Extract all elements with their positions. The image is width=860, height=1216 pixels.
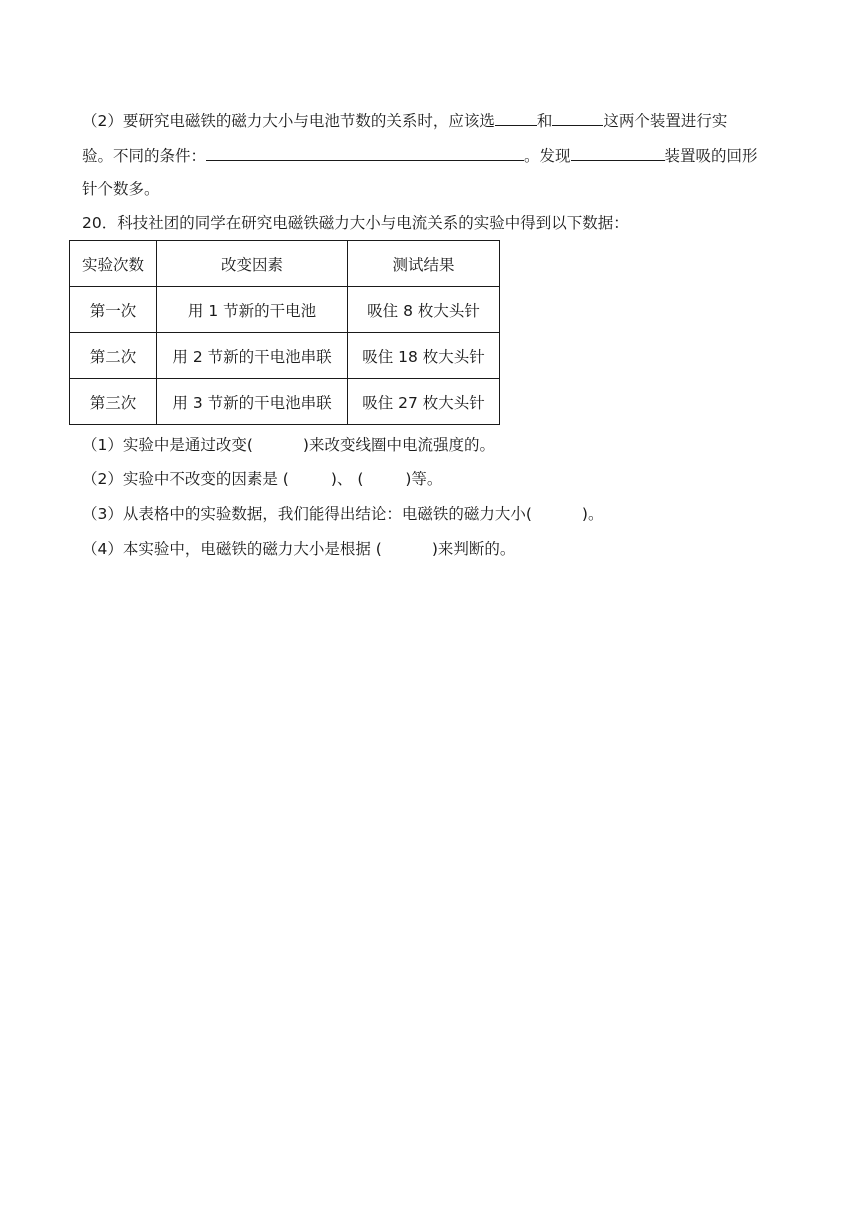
q20-sub2 [82, 468, 442, 490]
q19-part2-text-g: 针个数多。 [82, 180, 160, 198]
q20-sub3 [82, 503, 603, 525]
header-cell-factor: 改变因素 [157, 241, 348, 287]
q20-stem [82, 212, 629, 234]
table-row [70, 333, 500, 379]
table-cell: 吸住 18 枚大头针 [348, 333, 500, 379]
table-cell: 第三次 [70, 379, 157, 425]
q20-sub3-text-b: )。 [581, 505, 604, 523]
q19-part2-text-b: 和 [536, 112, 553, 130]
device-blank-2[interactable] [552, 108, 603, 126]
q20-stem-text: 20．科技社团的同学在研究电磁铁磁力大小与电流关系的实验中得到以下数据： [82, 214, 629, 232]
table-cell: 第二次 [70, 333, 157, 379]
table-cell: 吸住 8 枚大头针 [348, 287, 500, 333]
table-cell: 第一次 [70, 287, 157, 333]
q19-part2-text-d: 验。不同的条件： [82, 147, 207, 165]
table-row [70, 287, 500, 333]
q19-part2-line3 [82, 178, 160, 200]
header-cell-result: 测试结果 [348, 241, 500, 287]
q20-sub4-text-b: )来判断的。 [431, 540, 516, 558]
q20-sub1-text-b: )来改变线圈中电流强度的。 [302, 436, 495, 454]
q19-part2-line1 [82, 108, 727, 132]
header-cell-trial: 实验次数 [70, 241, 157, 287]
q19-part2-text-a: （2）要研究电磁铁的磁力大小与电池节数的关系时，应该选 [82, 112, 495, 130]
table-row [70, 379, 500, 425]
table-header-row [70, 241, 500, 287]
q20-sub4-text-a: （4）本实验中，电磁铁的磁力大小是根据 ( [82, 540, 382, 558]
table-cell: 用 3 节新的干电池串联 [157, 379, 348, 425]
q19-part2-text-f: 装置吸的回形 [664, 147, 758, 165]
q20-sub2-text-b: )、 ( [330, 470, 364, 488]
q20-sub1 [82, 434, 495, 456]
q20-sub4 [82, 538, 515, 560]
condition-blank[interactable] [206, 143, 524, 161]
table-cell: 吸住 27 枚大头针 [348, 379, 500, 425]
table-cell: 用 1 节新的干电池 [157, 287, 348, 333]
q20-sub2-text-a: （2）实验中不改变的因素是 ( [82, 470, 289, 488]
q20-sub1-text-a: （1）实验中是通过改变( [82, 436, 253, 454]
device-blank-1[interactable] [495, 108, 537, 126]
q20-sub3-text-a: （3）从表格中的实验数据，我们能得出结论：电磁铁的磁力大小( [82, 505, 532, 523]
result-device-blank[interactable] [571, 143, 665, 161]
q19-part2-line2 [82, 143, 758, 167]
q20-sub2-text-c: )等。 [405, 470, 443, 488]
q19-part2-text-e: 。发现 [524, 147, 571, 165]
q19-part2-text-c: 这两个装置进行实 [603, 112, 728, 130]
table-cell: 用 2 节新的干电池串联 [157, 333, 348, 379]
experiment-table [69, 240, 500, 425]
